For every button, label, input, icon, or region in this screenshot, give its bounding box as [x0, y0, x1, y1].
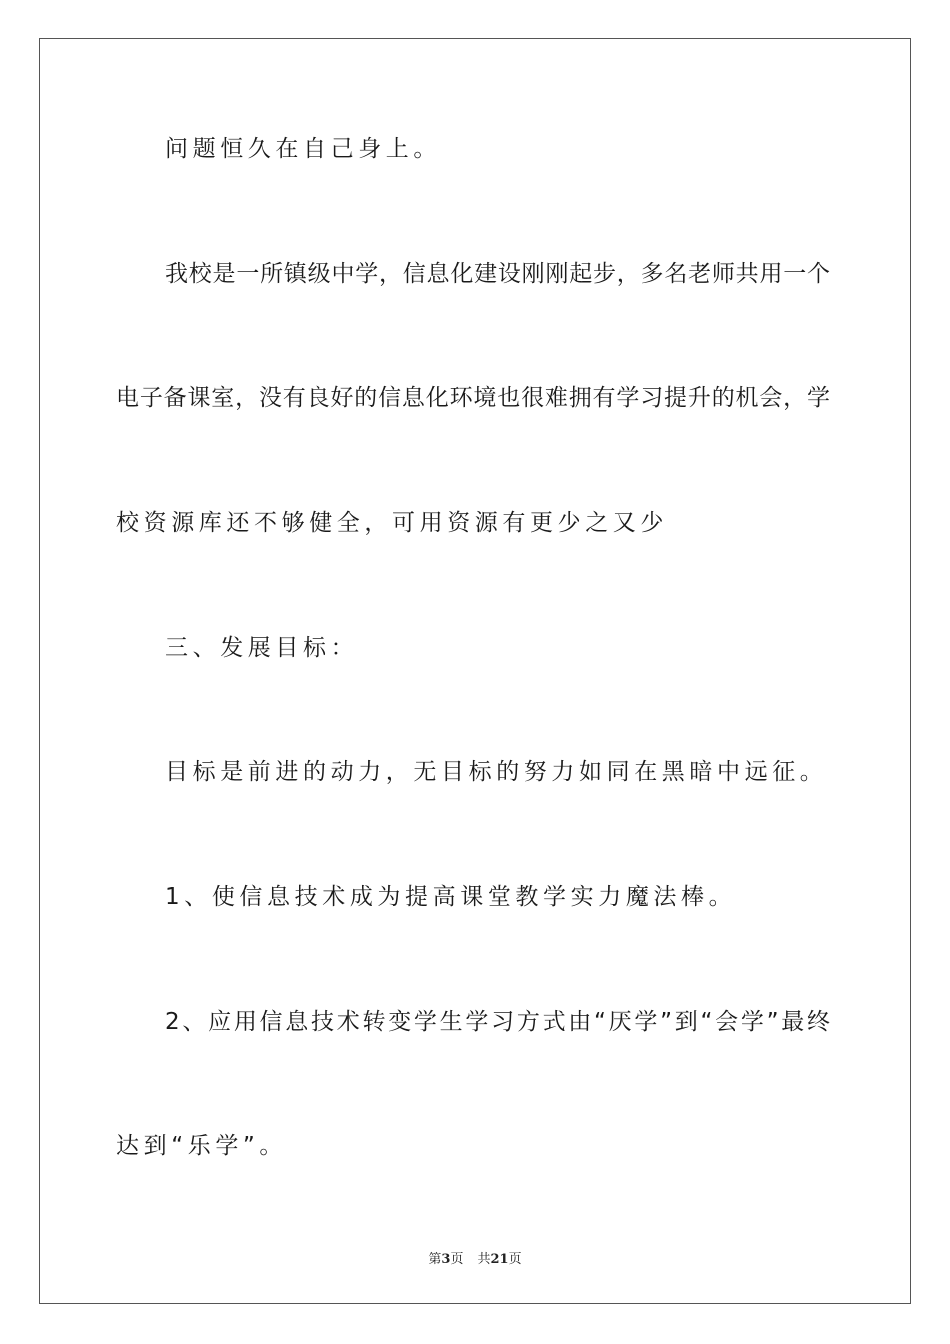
goal-item-2: 2、应用信息技术转变学生学习方式由“厌学”到“会学”最终	[165, 1009, 830, 1035]
page-footer	[0, 1248, 950, 1267]
text-line-2: 我校是一所镇级中学，信息化建设刚刚起步，多名老师共用一个	[165, 261, 830, 287]
footer-page-suffix: 页	[450, 1252, 464, 1267]
footer-total-suffix: 页	[508, 1252, 522, 1267]
footer-page-number: 3	[441, 1252, 451, 1267]
section-heading: 三、发展目标：	[165, 635, 359, 661]
footer-total-pages: 21	[490, 1252, 509, 1267]
text-line-1: 问题恒久在自己身上。	[165, 136, 441, 162]
footer-page-prefix: 第	[428, 1252, 442, 1267]
text-line-6: 目标是前进的动力，无目标的努力如同在黑暗中远征。	[165, 759, 828, 785]
goal-item-2-continued: 达到“乐学”。	[116, 1133, 288, 1159]
footer-total-prefix: 共	[477, 1252, 491, 1267]
page-border	[39, 38, 911, 1304]
text-line-3: 电子备课室，没有良好的信息化环境也很难拥有学习提升的机会，学	[116, 385, 830, 411]
goal-item-1: 1、使信息技术成为提高课堂教学实力魔法棒。	[165, 884, 737, 910]
text-line-4: 校资源库还不够健全，可用资源有更少之又少	[116, 510, 668, 536]
